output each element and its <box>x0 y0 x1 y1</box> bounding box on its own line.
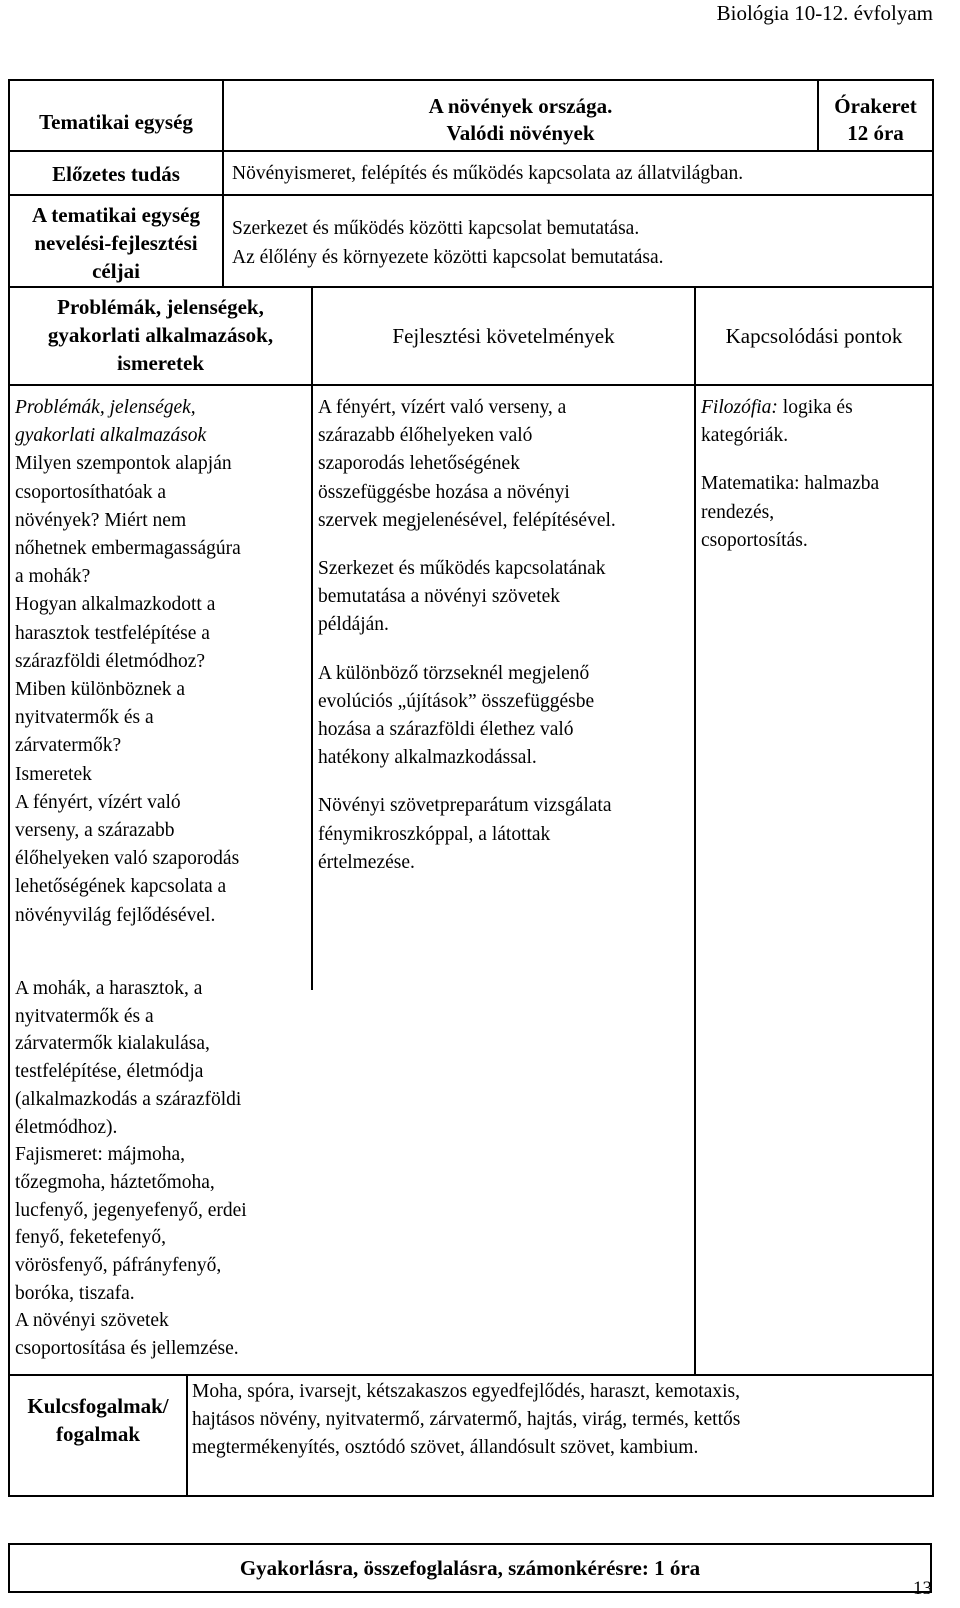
prior-knowledge-label: Előzetes tudás <box>52 162 180 186</box>
requirement-item: A fényért, vízért való verseny, a szárazabb élőhelyeken való szaporodás lehetőségének összefüggésbe hozása a növényi szervek megjelenésével, felépítésével. <box>318 397 616 531</box>
connections-column-header: Kapcsolódási pontok <box>725 324 903 348</box>
table-vline-col1 <box>311 286 313 990</box>
problems-questions: Milyen szempontok alapján csoportosíthatóak a növények? Miért nem nőhetnek embermagasságúra a mohák? Hogyan alkalmazkodott a harasztok testfelépítése a szárazföldi életmódhoz? Miben különböznek a nyitvatermők és a zárvatermők? <box>15 453 241 757</box>
table-line-row1 <box>8 150 934 152</box>
table-border-right <box>932 79 934 1497</box>
problems-column-header: Problémák, jelenségek, gyakorlati alkalmazások, ismeretek <box>47 295 274 375</box>
philosophy-subject: Filozófia: <box>701 397 778 418</box>
page-header: Biológia 10-12. évfolyam <box>716 1 933 25</box>
hours-value: 12 óra <box>847 121 904 145</box>
key-concepts-label: Kulcsfogalmak/ fogalmak <box>27 1394 169 1446</box>
problems-content <box>15 394 309 930</box>
table-line-row4 <box>8 384 934 386</box>
key-concepts-text: Moha, spóra, ivarsejt, kétszakaszos egyedfejlődés, haraszt, kemotaxis, hajtásos növény, nyitvatermő, zárvatermő, hajtás, virág, termés, kettős megtermékenyítés, osztódó szövet, állandósult szövet, kambium. <box>192 1381 741 1458</box>
prior-knowledge-text: Növényismeret, felépítés és működés kapcsolata az állatvilágban. <box>232 163 744 184</box>
requirement-item: A különböző törzseknél megjelenő evolúciós „újítások” összefüggésbe hozása a szárazföldi élethez való hatékony alkalmazkodással. <box>318 662 595 769</box>
connections-content <box>701 394 929 555</box>
hours-label: Órakeret <box>834 94 917 118</box>
philosophy-connection <box>701 394 929 450</box>
page-number: 13 <box>913 1578 932 1599</box>
goals-text: Szerkezet és működés közötti kapcsolat bemutatása. Az élőlény és környezete közötti kapcsolat bemutatása. <box>232 218 664 268</box>
knowledge-heading: Ismeretek <box>15 763 92 785</box>
table-line-row5 <box>8 1374 934 1376</box>
math-connection: Matematika: halmazba rendezés, csoportosítás. <box>701 473 880 551</box>
table-line-row2 <box>8 194 934 196</box>
requirements-content <box>318 394 692 877</box>
goals-label: A tematikai egység nevelési-fejlesztési céljai <box>32 203 200 283</box>
table-border-left <box>8 79 10 1497</box>
summary-text: Gyakorlásra, összefoglalásra, számonkérésre: 1 óra <box>239 1556 701 1580</box>
table-vline-col2 <box>694 286 696 1374</box>
requirement-item: Szerkezet és működés kapcsolatának bemutatása a növényi szövetek példáján. <box>318 558 606 636</box>
table-line-row3 <box>8 286 934 288</box>
knowledge-text: A fényért, vízért való verseny, a szárazabb élőhelyeken való szaporodás lehetőségének kapcsolata a növényvilág fejlődésével. <box>15 791 240 926</box>
unit-label: Tematikai egység <box>39 110 193 134</box>
requirements-column-header: Fejlesztési követelmények <box>392 324 615 348</box>
unit-title: A növények országa. Valódi növények <box>428 94 613 145</box>
table-vline-key <box>186 1374 188 1495</box>
table-border-top <box>8 79 934 81</box>
philosophy-text: logika és kategóriák. <box>701 397 853 447</box>
requirement-item: Növényi szövetpreparátum vizsgálata fénymikroszkóppal, a látottak értelmezése. <box>318 795 612 873</box>
plants-content: A mohák, a harasztok, a nyitvatermők és a zárvatermők kialakulása, testfelépítése, életmódja (alkalmazkodás a szárazföldi életmódhoz). Fajismeret: májmoha, tőzegmoha, háztetőmoha, lucfenyő, jegenyefenyő, erdei fenyő, feketefenyő, vörösfenyő, páfrányfenyő, boróka, tiszafa. A növényi szövetek csoportosítása és jellemzése. <box>15 978 247 1360</box>
problems-italic-heading: Problémák, jelenségek, gyakorlati alkalmazások <box>15 397 207 447</box>
summary-box <box>8 1543 932 1593</box>
table-border-bottom <box>8 1495 934 1497</box>
